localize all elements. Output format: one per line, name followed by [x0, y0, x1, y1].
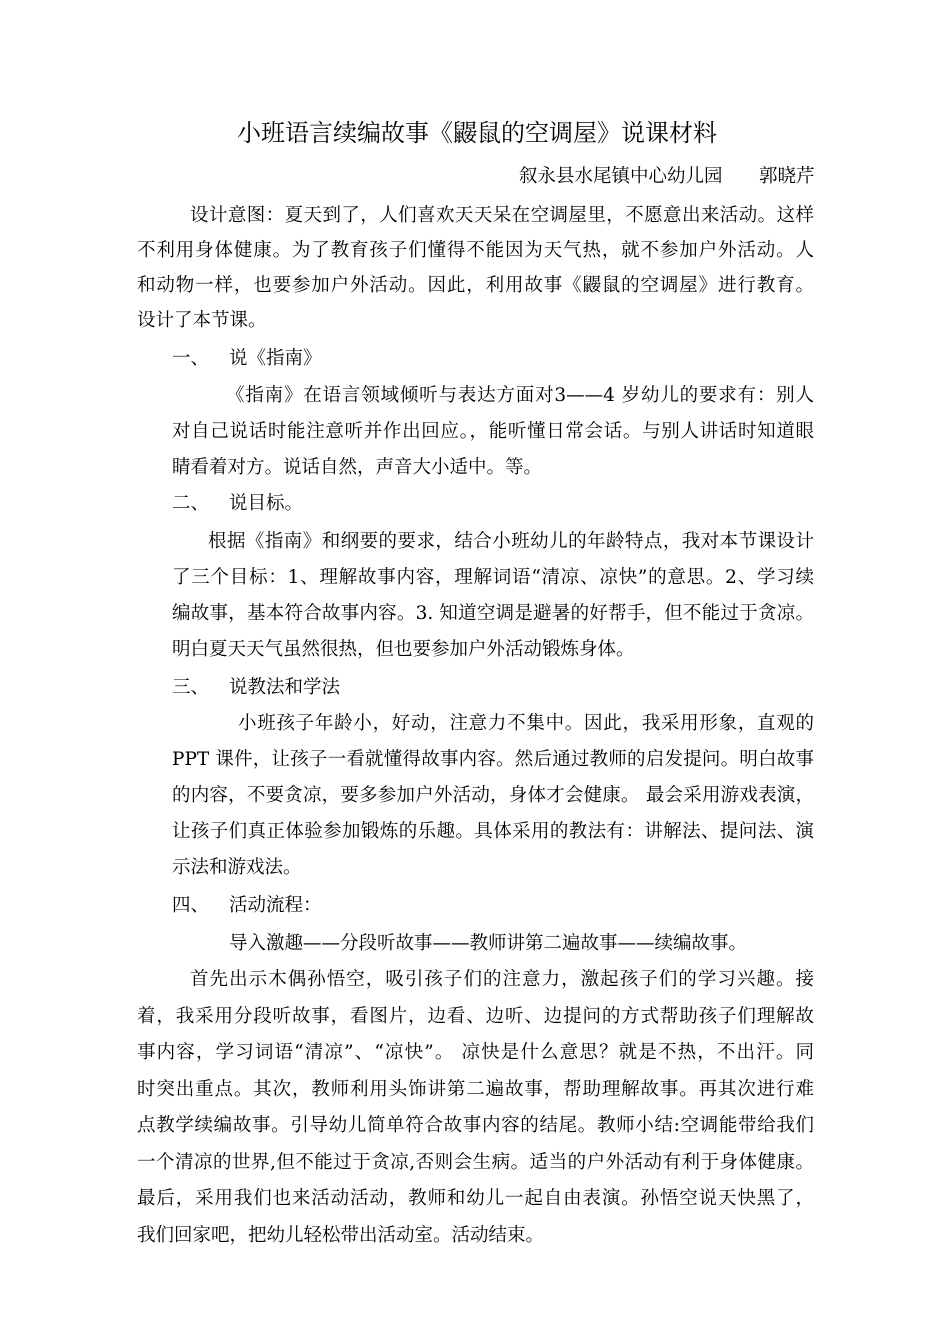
author-school: 叙永县水尾镇中心幼儿园: [519, 166, 723, 187]
section-body-line: 对自己说话时能注意听并作出回应。，能听懂日常会话。与别人讲话时知道眼: [172, 421, 814, 442]
section-number: 一、: [172, 348, 210, 369]
closing-line: 我们回家吧，把幼儿轻松带出活动室。活动结束。: [137, 1225, 545, 1246]
closing-line: 事内容，学习词语“清凉”、“凉快”。 凉快是什么意思？就是不热，不出汗。同: [137, 1042, 814, 1063]
intro-line: 设计意图：夏天到了，人们喜欢天天呆在空调屋里，不愿意出来活动。这样: [190, 205, 814, 226]
closing-line: 时突出重点。其次，教师利用头饰讲第二遍故事，帮助理解故事。再其次进行难: [137, 1079, 814, 1100]
section-number: 四、: [172, 895, 210, 916]
intro-line: 设计了本节课。: [137, 310, 267, 331]
section-heading: 活动流程：: [229, 895, 322, 916]
closing-line: 着，我采用分段听故事，看图片，边看、边听、边提问的方式帮助孩子们理解故: [137, 1006, 814, 1027]
section-heading: 说《指南》: [229, 348, 322, 369]
section-body-line: 让孩子们真正体验参加锻炼的乐趣。具体采用的教法有：讲解法、提问法、演: [172, 821, 814, 842]
section-body-line: 睛看着对方。说话自然，声音大小适中。等。: [172, 457, 543, 478]
section-body-line: 了三个目标：1、理解故事内容，理解词语“清凉、凉快”的意思。2、学习续: [172, 567, 814, 588]
section-body-line: 《指南》在语言领域倾听与表达方面对3——4 岁幼儿的要求有：别人: [226, 385, 814, 406]
section-body-line: 示法和游戏法。: [172, 857, 302, 878]
section-body-line: 的内容，不要贪凉，要多参加户外活动，身体才会健康。 最会采用游戏表演，: [172, 785, 814, 806]
author-name: 郭晓芹: [759, 166, 815, 187]
intro-line: 和动物一样，也要参加户外活动。因此，利用故事《鼹鼠的空调屋》进行教育。: [137, 275, 814, 296]
closing-line: 点教学续编故事。引导幼儿简单符合故事内容的结尾。教师小结:空调能带给我们: [137, 1115, 814, 1136]
section-body-line: 小班孩子年龄小，好动，注意力不集中。因此，我采用形象，直观的: [238, 713, 814, 734]
section-number: 三、: [172, 677, 210, 698]
section-number: 二、: [172, 493, 210, 514]
section-body-line: 编故事，基本符合故事内容。3. 知道空调是避暑的好帮手，但不能过于贪凉。: [172, 603, 814, 624]
section-heading: 说目标。: [229, 493, 304, 514]
section-body-line: 根据《指南》和纲要的要求，结合小班幼儿的年龄特点，我对本节课设计: [208, 531, 814, 552]
section-body-line: PPT 课件，让孩子一看就懂得故事内容。然后通过教师的启发提问。明白故事: [172, 749, 814, 770]
intro-line: 不利用身体健康。为了教育孩子们懂得不能因为天气热，就不参加户外活动。人: [137, 240, 814, 261]
closing-line: 最后，采用我们也来活动活动，教师和幼儿一起自由表演。孙悟空说天快黑了，: [137, 1188, 814, 1209]
section-body-line: 明白夏天天气虽然很热，但也要参加户外活动锻炼身体。: [172, 639, 635, 660]
closing-line: 首先出示木偶孙悟空，吸引孩子们的注意力，激起孩子们的学习兴趣。接: [190, 969, 814, 990]
closing-line: 一个清凉的世界,但不能过于贪凉,否则会生病。适当的户外活动有利于身体健康。: [137, 1152, 814, 1173]
document-title: 小班语言续编故事《鼹鼠的空调屋》说课材料: [237, 119, 717, 147]
section-heading: 说教法和学法: [229, 677, 341, 698]
section-body-line: 导入激趣——分段听故事——教师讲第二遍故事——续编故事。: [229, 933, 748, 954]
